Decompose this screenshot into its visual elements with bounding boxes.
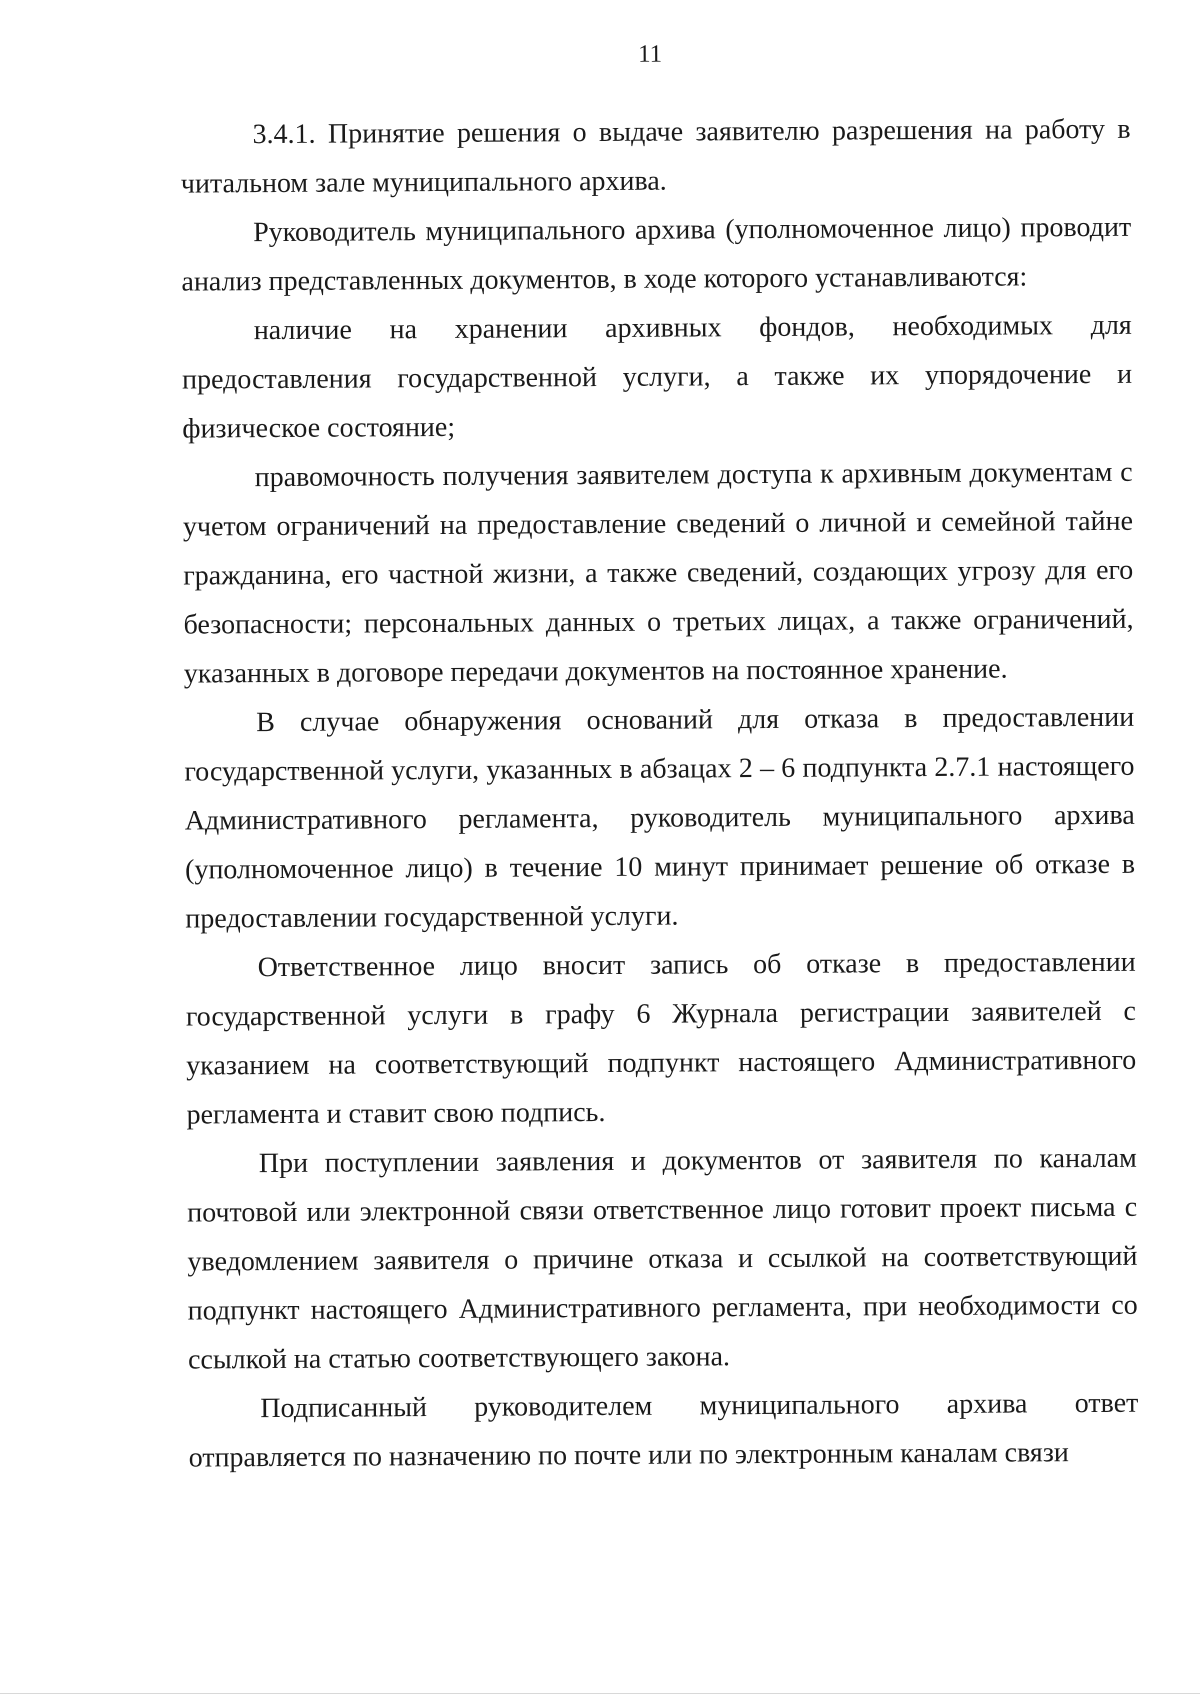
- paragraph-3-4-1: 3.4.1. Принятие решения о выдаче заявителю разрешения на работу в читальном зале муниципального архива.: [180, 113, 1131, 200]
- paragraph-postal-channels: При поступлении заявления и документов от заявителя по каналам почтовой или электронной связи ответственное лицо готовит проект письма с уведомлением заявителя о причине отказа и ссылкой на соответствующий подпункт настоящего Административного регламента, при необходимости со ссылкой на статью соответствующего закона.: [187, 1142, 1138, 1376]
- paragraph-signed-response: Подписанный руководителем муниципального архива ответ отправляется по назначению по почте или по электронным каналам связи: [188, 1387, 1139, 1474]
- paragraph-refusal-grounds: В случае обнаружения оснований для отказа в предоставлении государственной услуги, указанных в абзацах 2 – 6 подпункта 2.7.1 настоящего Административного регламента, руководитель муниципального архива (уполномоченное лицо) в течение 10 минут принимает решение об отказе в предоставлении государственной услуги.: [184, 701, 1136, 935]
- paragraph-analysis: Руководитель муниципального архива (уполномоченное лицо) проводит анализ представленных документов, в ходе которого устанавливаются:: [181, 211, 1132, 298]
- paragraph-refusal-record: Ответственное лицо вносит запись об отказе в предоставлении государственной услуги в графу 6 Журнала регистрации заявителей с указанием на соответствующий подпункт настоящего Административного регламента и ставит свою подпись.: [185, 946, 1137, 1131]
- page-number: 11: [637, 40, 663, 68]
- paragraph-archive-funds: наличие на хранении архивных фондов, необходимых для предоставления государственной услуги, а также их упорядочение и физическое состояние;: [181, 309, 1133, 445]
- paragraph-access-rights: правомочность получения заявителем доступа к архивным документам с учетом ограничений на предоставление сведений о личной и семейной тайне гражданина, его частной жизни, а также сведений, создающих угрозу для его безопасности; персональных данных о третьих лицах, а также ограничений, указанных в договоре передачи документов на постоянное хранение.: [182, 456, 1134, 690]
- document-body: [180, 105, 1138, 1483]
- scan-edge-line: [0, 1693, 1200, 1694]
